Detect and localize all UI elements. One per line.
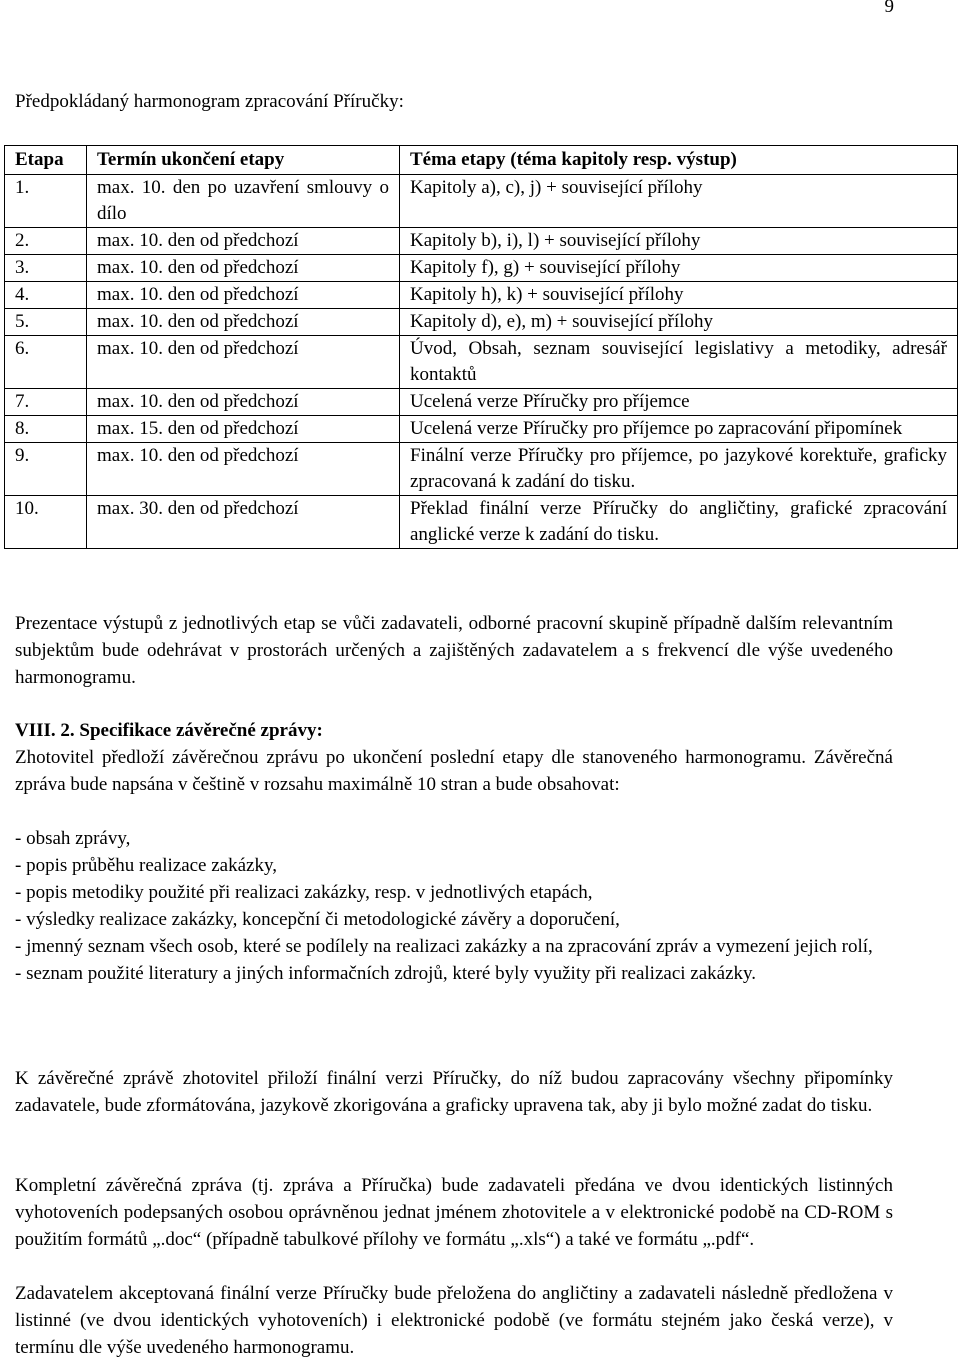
cell-etapa: 4.	[5, 282, 87, 309]
cell-etapa: 8.	[5, 416, 87, 443]
cell-termin: max. 10. den od předchozí	[87, 389, 400, 416]
cell-termin: max. 10. den od předchozí	[87, 336, 400, 389]
cell-etapa: 10.	[5, 496, 87, 549]
cell-tema: Ucelená verze Příručky pro příjemce po zapracování připomínek	[400, 416, 958, 443]
table-row	[5, 336, 958, 389]
cell-etapa: 7.	[5, 389, 87, 416]
table-row	[5, 416, 958, 443]
header-etapa: Etapa	[5, 146, 87, 175]
cell-tema: Kapitoly d), e), m) + související přílohy	[400, 309, 958, 336]
cell-termin: max. 10. den od předchozí	[87, 443, 400, 496]
table-row	[5, 389, 958, 416]
cell-tema: Kapitoly b), i), l) + související přílohy	[400, 228, 958, 255]
table-row	[5, 228, 958, 255]
harmonogram-table	[4, 145, 958, 549]
cell-tema: Úvod, Obsah, seznam související legislativy a metodiky, adresář kontaktů	[400, 336, 958, 389]
paragraph-akceptovana: Zadavatelem akceptovaná finální verze Příručky bude přeložena do angličtiny a zadavateli následně předložena v listinné (ve dvou identických vyhotoveních) i elektronické podobě (ve formátu stejném jako česká verze), v termínu dle výše uvedeného harmonogramu.	[15, 1283, 893, 1358]
section-heading	[15, 717, 893, 744]
page-number: 9	[884, 0, 894, 17]
header-tema: Téma etapy (téma kapitoly resp. výstup)	[400, 146, 958, 175]
table-row	[5, 282, 958, 309]
paragraph-prezentace: Prezentace výstupů z jednotlivých etap se vůči zadavateli, odborné pracovní skupině případně dalším relevantním subjektům bude odehrávat v prostorách určených a zajištěných zadavatelem a s frekvencí dle výše uvedeného harmonogramu.	[15, 613, 893, 688]
cell-termin: max. 15. den od předchozí	[87, 416, 400, 443]
table-row	[5, 255, 958, 282]
table-row	[5, 175, 958, 228]
cell-tema: Kapitoly f), g) + související přílohy	[400, 255, 958, 282]
cell-termin: max. 10. den po uzavření smlouvy o dílo	[87, 175, 400, 228]
cell-tema: Kapitoly h), k) + související přílohy	[400, 282, 958, 309]
cell-etapa: 2.	[5, 228, 87, 255]
table-row	[5, 443, 958, 496]
list-item: - obsah zprávy,	[15, 828, 131, 849]
cell-etapa: 5.	[5, 309, 87, 336]
cell-tema: Ucelená verze Příručky pro příjemce	[400, 389, 958, 416]
table-row	[5, 309, 958, 336]
table-header-row	[5, 146, 958, 175]
list-item: - seznam použité literatury a jiných informačních zdrojů, které byly využity při realizaci zakázky.	[15, 963, 757, 984]
list-item: - jmenný seznam všech osob, které se podílely na realizaci zakázky a na zpracování zpráv a vymezení jejich rolí,	[15, 936, 873, 957]
cell-termin: max. 10. den od předchozí	[87, 228, 400, 255]
harmonogram-title: Předpokládaný harmonogram zpracování Příručky:	[15, 91, 404, 112]
cell-etapa: 3.	[5, 255, 87, 282]
list-item: - popis průběhu realizace zakázky,	[15, 855, 277, 876]
cell-etapa: 1.	[5, 175, 87, 228]
cell-termin: max. 10. den od předchozí	[87, 309, 400, 336]
cell-etapa: 6.	[5, 336, 87, 389]
cell-termin: max. 10. den od předchozí	[87, 282, 400, 309]
cell-etapa: 9.	[5, 443, 87, 496]
paragraph-kompletni: Kompletní závěrečná zpráva (tj. zpráva a Příručka) bude zadavateli předána ve dvou identických listinných vyhotoveních podepsaných osobou oprávněnou jednat jménem zhotovitele a v elektronické podobě na CD-ROM s použitím formátů „.doc“ (případně tabulkové přílohy ve formátu „.xls“) a také ve formátu „.pdf“.	[15, 1175, 893, 1250]
cell-termin: max. 30. den od předchozí	[87, 496, 400, 549]
paragraph-zhotovitel: Zhotovitel předloží závěrečnou zprávu po ukončení poslední etapy dle stanoveného harmonogramu. Závěrečná zpráva bude napsána v češtině v rozsahu maximálně 10 stran a bude obsahovat:	[15, 747, 893, 795]
header-termin: Termín ukončení etapy	[87, 146, 400, 175]
list-item: - výsledky realizace zakázky, koncepční či metodologické závěry a doporučení,	[15, 909, 620, 930]
cell-tema: Překlad finální verze Příručky do angličtiny, grafické zpracování anglické verze k zadání do tisku.	[400, 496, 958, 549]
cell-termin: max. 10. den od předchozí	[87, 255, 400, 282]
section-heading-text: VIII. 2. Specifikace závěrečné zprávy:	[15, 720, 323, 741]
cell-tema: Finální verze Příručky pro příjemce, po jazykové korektuře, graficky zpracovaná k zadání do tisku.	[400, 443, 958, 496]
list-item: - popis metodiky použité při realizaci zakázky, resp. v jednotlivých etapách,	[15, 882, 593, 903]
cell-tema: Kapitoly a), c), j) + související přílohy	[400, 175, 958, 228]
paragraph-priloha: K závěrečné zprávě zhotovitel přiloží finální verzi Příručky, do níž budou zapracovány všechny připomínky zadavatele, bude zformátována, jazykově zkorigována a graficky upravena tak, aby ji bylo možné zadat do tisku.	[15, 1068, 893, 1116]
obsah-list	[15, 825, 893, 987]
table-row	[5, 496, 958, 549]
